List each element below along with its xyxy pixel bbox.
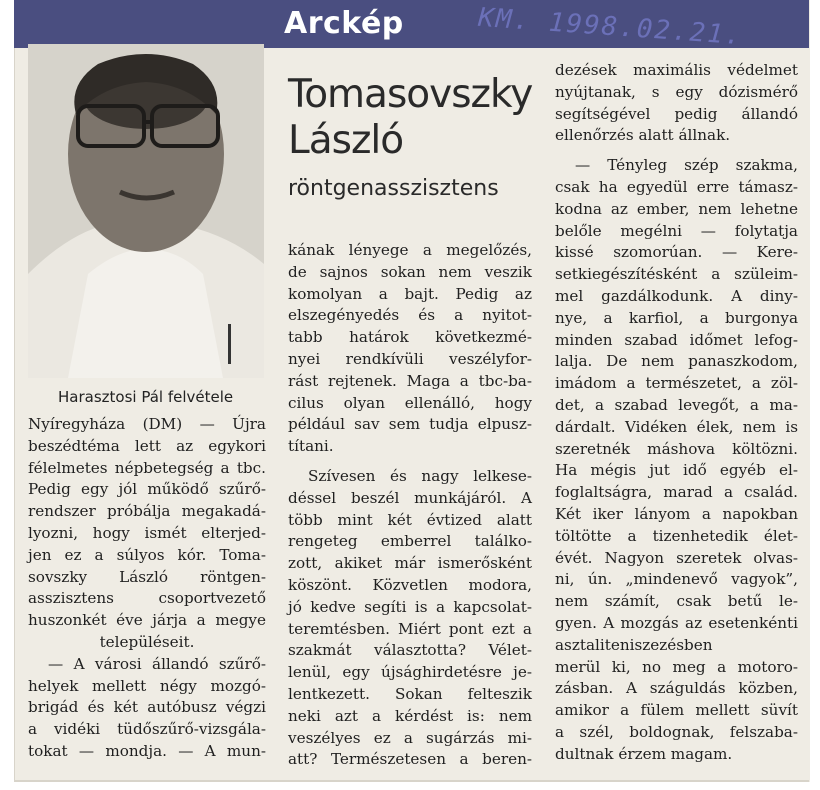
text-line: csak ha egyedül erre támasz- (555, 177, 798, 196)
text-line: asszisztens csoportvezető (28, 589, 266, 608)
text-line: — A városi állandó szűrő- (48, 654, 266, 673)
headline-line-1: Tomasovszky (288, 72, 533, 117)
text-line: jen ez a súlyos kór. Toma- (28, 545, 266, 564)
text-line: neki azt a kérdést is: nem (288, 706, 532, 725)
text-line: nye, a karfiol, a burgonya (555, 308, 798, 327)
clipping-bottom-edge (14, 780, 809, 782)
text-line: asztaliteniszezésben (555, 635, 713, 654)
text-line: tabb határok következmé- (288, 328, 532, 347)
text-line: setkiegészítésként a szüleim- (555, 265, 798, 284)
text-line: det, a szabad levegőt, a ma- (555, 395, 798, 414)
text-line: ni, ún. „mindenevő vagyok”, (555, 570, 798, 589)
text-line: mel gazdálkodunk. A diny- (555, 286, 798, 305)
text-line: rendszer próbálja megakadá- (28, 502, 266, 521)
text-line: veszélyes ez a sugárzás mi- (288, 728, 532, 747)
text-line: teremtésben. Miért pont ezt a (288, 619, 532, 638)
text-line: merül ki, no meg a motoro- (555, 657, 798, 676)
text-line: például sav sem tudja elpusz- (288, 415, 532, 434)
headline-line-2: László (288, 118, 404, 163)
text-line: töltötte a tizenhetedik élet- (555, 526, 798, 545)
text-line: de sajnos sokan nem veszik (288, 262, 532, 281)
text-line: Ha mégis jut idő egyéb el- (555, 461, 798, 480)
text-line: títani. (288, 437, 334, 456)
text-line: zott, akiket már ismerősként (288, 554, 532, 573)
text-line: amikor a fülem mellett süvít (555, 701, 798, 720)
text-line: szakmát választotta? Vélet- (288, 641, 532, 660)
text-line: több mint két évtized alatt (288, 510, 532, 529)
text-line: dultnak érzem magam. (555, 744, 733, 763)
text-line: nem számít, csak betű le- (555, 592, 798, 611)
text-line: zásban. A száguldás közben, (555, 679, 798, 698)
text-line: évét. Nagyon szeretek olvas- (555, 548, 798, 567)
article-headline (288, 72, 532, 164)
text-line: sovszky László röntgen- (28, 567, 266, 586)
text-line: kának lényege a megelőzés, (288, 241, 532, 259)
text-line: szeretnék máshova költözni. (555, 439, 798, 458)
text-line: tokat — mondja. — A mun- (28, 741, 266, 760)
text-line: köszönt. Közvetlen modora, (288, 575, 532, 594)
article-column-1 (28, 414, 266, 763)
portrait-photo (28, 44, 264, 378)
text-line: belőle megélni — folytatja (555, 221, 798, 240)
text-line: foglaltságra, marad a család. (555, 483, 798, 502)
text-line: cilus olyan ellenálló, hogy (288, 393, 532, 412)
text-line: déssel beszél munkájáról. A (288, 488, 532, 507)
text-line: elszegényedés és a nyitot- (288, 306, 532, 325)
text-line: félelmetes népbetegség a tbc. (28, 458, 266, 477)
text-line: helyek mellett négy mozgó- (28, 676, 266, 695)
section-title: Arckép (284, 6, 404, 41)
text-line: lentkezett. Sokan felteszik (288, 684, 532, 703)
text-line: att? Természetesen a beren- (288, 750, 532, 769)
text-line: Két iker lányom a napokban (555, 504, 798, 523)
text-line: Nyíregyháza (DM) — Újra (28, 415, 266, 433)
text-line: brigád és két autóbusz végzi (28, 698, 266, 717)
text-line: Szívesen és nagy lelkese- (308, 466, 532, 485)
text-line: ellenőrzés alatt állnak. (555, 126, 731, 145)
handwritten-date-note: KM. 1998.02.21. (477, 2, 744, 52)
text-line: településeit. (99, 632, 195, 651)
text-line: nyei rendkívüli veszélyfor- (288, 349, 532, 368)
text-line: imádom a természetet, a zöl- (555, 374, 798, 393)
portrait-image (28, 44, 264, 378)
text-line: segítségével pedig állandó (555, 104, 798, 123)
text-line: a szél, boldognak, felszaba- (555, 722, 798, 741)
text-line: minden szabad időmet lefog- (555, 330, 798, 349)
text-line: huszonkét éve járja a megye (28, 611, 266, 630)
article-column-3 (555, 60, 798, 766)
text-line: beszédtéma lett az egykori (28, 436, 266, 455)
text-line: kissé szomorúan. — Kere- (555, 243, 798, 262)
text-line: dezések maximális védelmet (555, 61, 798, 79)
article-subtitle: röntgenasszisztens (288, 176, 499, 201)
text-line: lyozni, hogy ismét elterjed- (28, 523, 266, 542)
article-column-2 (288, 240, 532, 771)
text-line: kodna az ember, nem lehetne (555, 199, 798, 218)
text-line: jó kedve segíti is a kapcsolat- (288, 597, 532, 616)
text-line: rást rejtenek. Maga a tbc-ba- (288, 371, 532, 390)
text-line: nyújtanak, s egy dózismérő (555, 82, 798, 101)
text-line: — Tényleg szép szakma, (575, 156, 798, 175)
text-line: a vidéki tüdőszűrő-vizsgála- (28, 720, 266, 739)
text-line: rengeteg emberrel találko- (288, 532, 532, 551)
text-line: Pedig egy jól működő szűrő- (28, 480, 266, 499)
text-line: komolyan a bajt. Pedig az (288, 284, 532, 303)
text-line: dárdalt. Vidéken élek, nem is (555, 417, 798, 436)
text-line: gyen. A mozgás az esetenkénti (555, 613, 798, 632)
text-line: lenül, egy újsághirdetésre je- (288, 663, 532, 682)
text-line: lalja. De nem panaszkodom, (555, 352, 798, 371)
photo-credit: Harasztosi Pál felvétele (58, 388, 234, 406)
